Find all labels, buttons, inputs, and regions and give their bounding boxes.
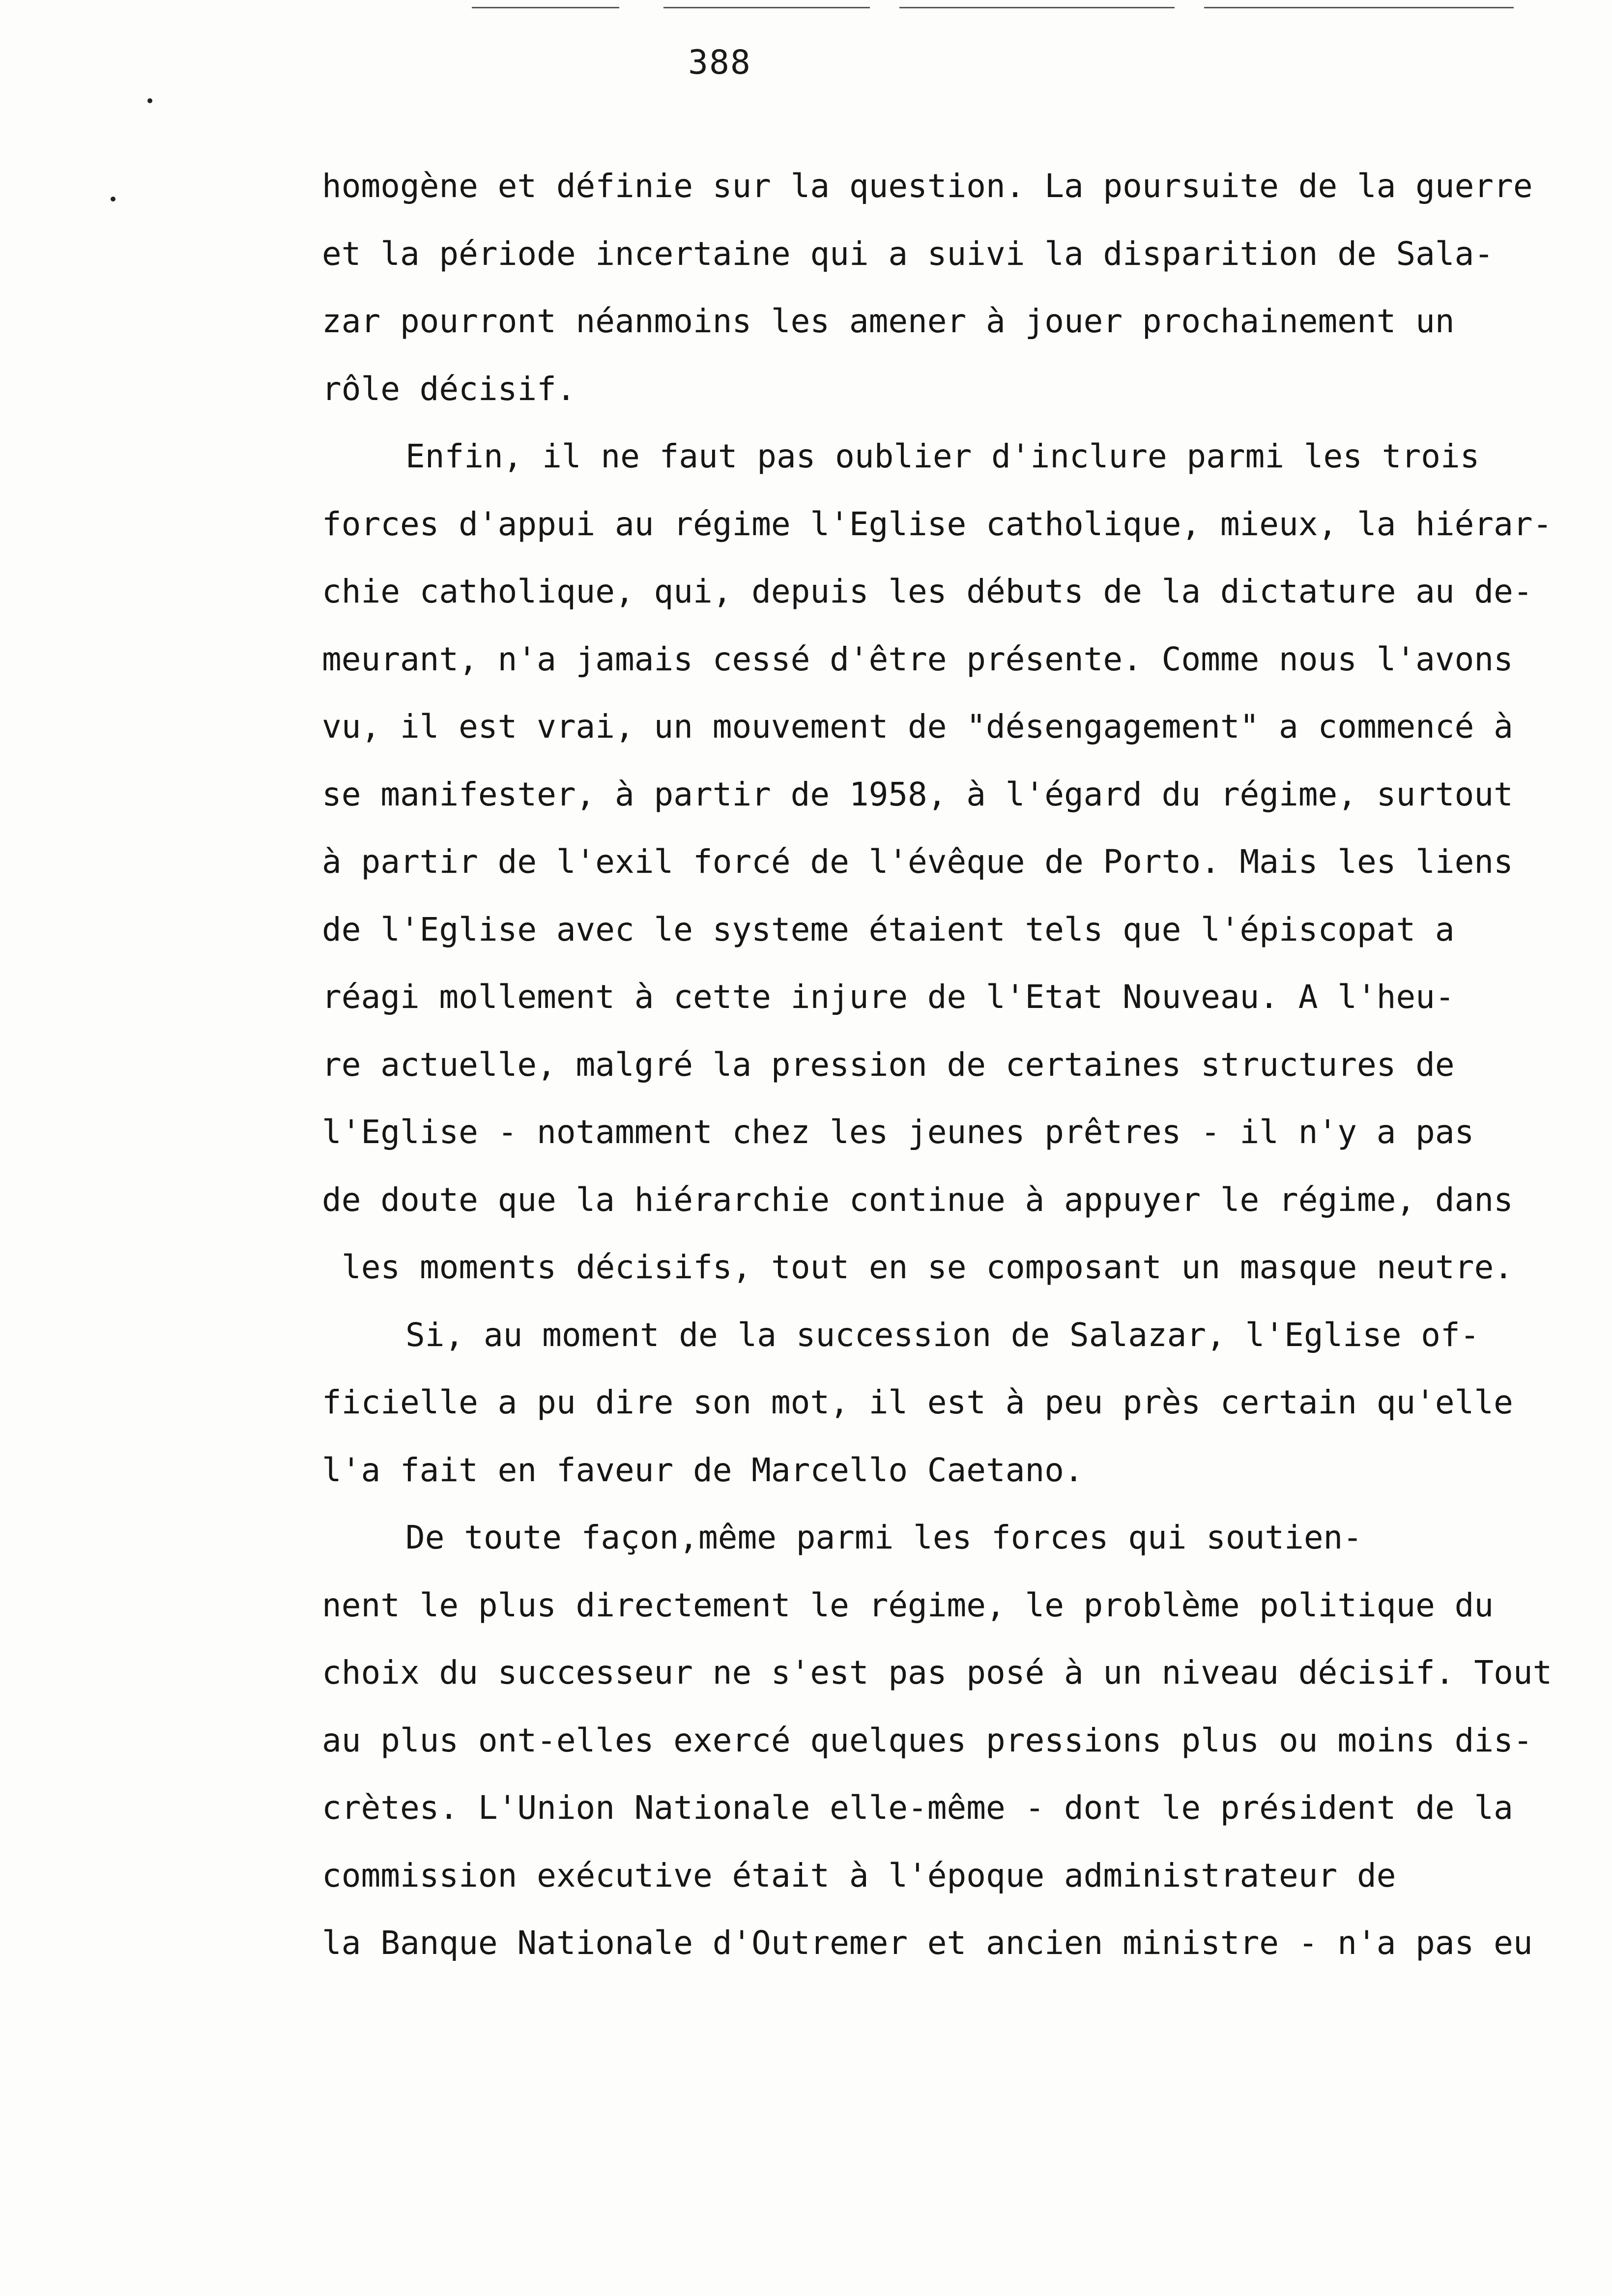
text-line: réagi mollement à cette injure de l'Etat Nouveau. A l'heu- xyxy=(322,978,1455,1016)
text-line: meurant, n'a jamais cessé d'être présente. Comme nous l'avons xyxy=(322,640,1513,678)
text-line: la Banque Nationale d'Outremer et ancien ministre - n'a pas eu xyxy=(322,1924,1533,1962)
text-line: choix du successeur ne s'est pas posé à un niveau décisif. Tout xyxy=(322,1654,1553,1692)
top-rule xyxy=(663,7,870,8)
text-line: se manifester, à partir de 1958, à l'égard du régime, surtout xyxy=(322,775,1513,813)
text-line: l'a fait en faveur de Marcello Caetano. xyxy=(322,1451,1084,1489)
body-text xyxy=(322,152,1580,1977)
text-line: l'Eglise - notamment chez les jeunes prêtres - il n'y a pas xyxy=(322,1113,1474,1151)
text-line: rôle décisif. xyxy=(322,370,576,408)
text-line: commission exécutive était à l'époque administrateur de xyxy=(322,1856,1396,1894)
margin-mark xyxy=(111,197,115,201)
text-line: De toute façon,même parmi les forces qui soutien- xyxy=(405,1519,1363,1556)
top-rule xyxy=(1204,7,1514,8)
text-line: et la période incertaine qui a suivi la disparition de Sala- xyxy=(322,234,1494,273)
text-line: au plus ont-elles exercé quelques pressions plus ou moins dis- xyxy=(322,1721,1533,1759)
text-line: nent le plus directement le régime, le problème politique du xyxy=(322,1586,1494,1624)
text-line: ficielle a pu dire son mot, il est à peu près certain qu'elle xyxy=(322,1383,1513,1421)
text-line: chie catholique, qui, depuis les débuts de la dictature au de- xyxy=(322,573,1533,610)
text-line: vu, il est vrai, un mouvement de "désengagement" a commencé à xyxy=(322,708,1513,746)
text-line: à partir de l'exil forcé de l'évêque de Porto. Mais les liens xyxy=(322,843,1513,881)
text-line: de doute que la hiérarchie continue à appuyer le régime, dans xyxy=(322,1180,1513,1219)
text-line: forces d'appui au régime l'Eglise catholique, mieux, la hiérar- xyxy=(322,505,1553,543)
text-line: re actuelle, malgré la pression de certaines structures de xyxy=(322,1045,1455,1084)
margin-mark xyxy=(147,98,152,103)
top-rule xyxy=(899,7,1175,8)
text-line: crètes. L'Union Nationale elle-même - dont le président de la xyxy=(322,1789,1513,1827)
top-rule xyxy=(472,7,619,8)
text-line: Enfin, il ne faut pas oublier d'inclure parmi les trois xyxy=(405,437,1480,475)
text-line: Si, au moment de la succession de Salazar, l'Eglise of- xyxy=(405,1316,1480,1354)
page-number: 388 xyxy=(688,43,751,82)
text-line: de l'Eglise avec le systeme étaient tels que l'épiscopat a xyxy=(322,910,1455,948)
text-line: les moments décisifs, tout en se composant un masque neutre. xyxy=(342,1248,1514,1286)
text-line: zar pourront néanmoins les amener à jouer prochainement un xyxy=(322,302,1455,340)
text-line: homogène et définie sur la question. La poursuite de la guerre xyxy=(322,167,1533,205)
